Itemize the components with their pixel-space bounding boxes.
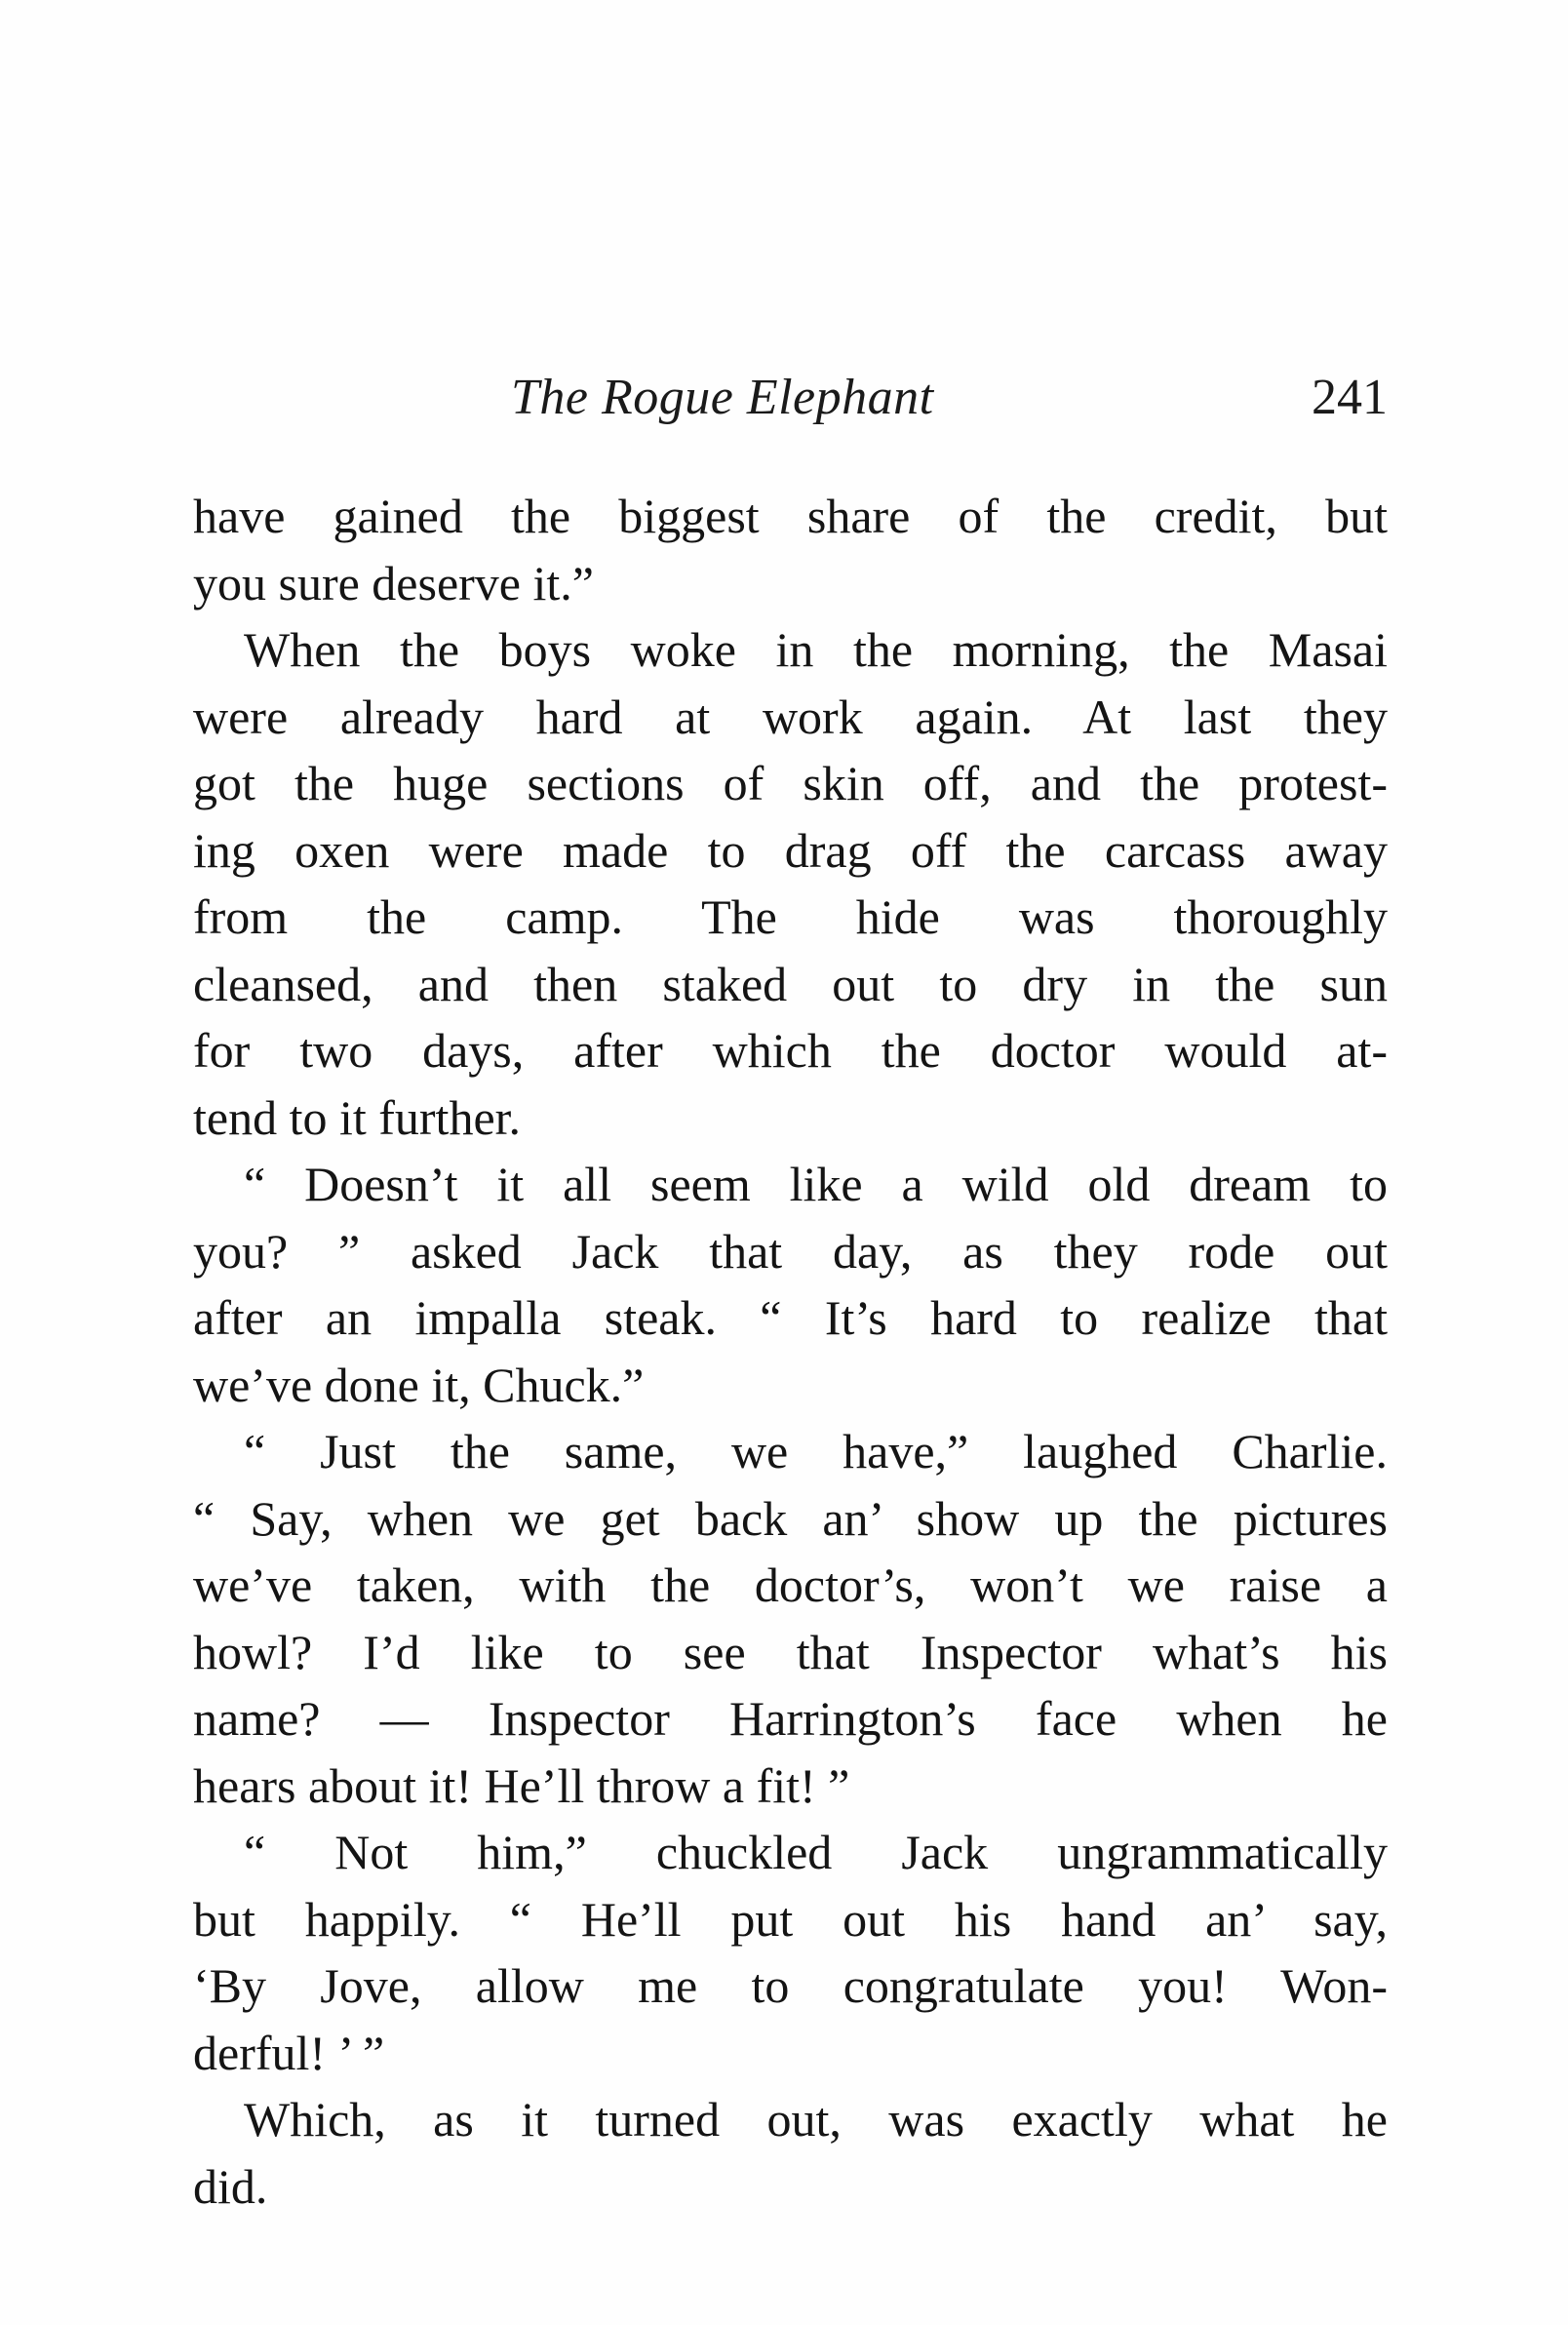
text-line: Which, as it turned out, was exactly what he bbox=[244, 2092, 1388, 2147]
paragraph bbox=[193, 2086, 1388, 2220]
text-line: “ Say, when we get back an’ show up the pictures bbox=[193, 1490, 1388, 1546]
text-line: did. bbox=[193, 2158, 268, 2214]
text-line: but happily. “ He’ll put out his hand an’ say, bbox=[193, 1891, 1388, 1947]
text-line: after an impalla steak. “ It’s hard to realize that bbox=[193, 1290, 1388, 1345]
text-line: have gained the biggest share of the credit, but bbox=[193, 489, 1388, 543]
text-line: from the camp. The hide was thoroughly bbox=[193, 889, 1388, 944]
text-line: howl? I’d like to see that Inspector what’s his bbox=[193, 1624, 1388, 1679]
paragraph bbox=[193, 1819, 1388, 2086]
text-line: were already hard at work again. At last they bbox=[193, 689, 1388, 744]
paragraph bbox=[193, 616, 1388, 1151]
text-line: ing oxen were made to drag off the carcass away bbox=[193, 822, 1388, 878]
text-line: ‘By Jove, allow me to congratulate you! Won- bbox=[193, 1958, 1388, 2013]
paragraph bbox=[193, 483, 1388, 616]
paragraph bbox=[193, 1418, 1388, 1819]
page-header bbox=[193, 369, 1388, 447]
text-line: for two days, after which the doctor would at- bbox=[193, 1023, 1388, 1078]
text-line: you? ” asked Jack that day, as they rode out bbox=[193, 1223, 1388, 1279]
text-line: tend to it further. bbox=[193, 1089, 522, 1145]
text-line: “ Just the same, we have,” laughed Charlie. bbox=[244, 1424, 1388, 1478]
text-line: we’ve done it, Chuck.” bbox=[193, 1357, 645, 1412]
running-title: The Rogue Elephant bbox=[511, 370, 934, 425]
text-line: hears about it! He’ll throw a fit! ” bbox=[193, 1757, 850, 1813]
text-line: name? — Inspector Harrington’s face when he bbox=[193, 1691, 1388, 1746]
text-line: got the huge sections of skin off, and the protest- bbox=[193, 756, 1388, 810]
text-line: “ Not him,” chuckled Jack ungrammatically bbox=[244, 1825, 1388, 1879]
text-line: “ Doesn’t it all seem like a wild old dream to bbox=[244, 1157, 1388, 1211]
text-line: When the boys woke in the morning, the Masai bbox=[244, 622, 1388, 677]
page-number: 241 bbox=[1312, 370, 1388, 425]
text-line: we’ve taken, with the doctor’s, won’t we raise a bbox=[193, 1557, 1388, 1612]
paragraph bbox=[193, 1151, 1388, 1418]
text-line: you sure deserve it.” bbox=[193, 555, 594, 611]
text-line: derful! ’ ” bbox=[193, 2025, 385, 2080]
body-text bbox=[193, 483, 1388, 2220]
text-line: cleansed, and then staked out to dry in the sun bbox=[193, 956, 1388, 1011]
